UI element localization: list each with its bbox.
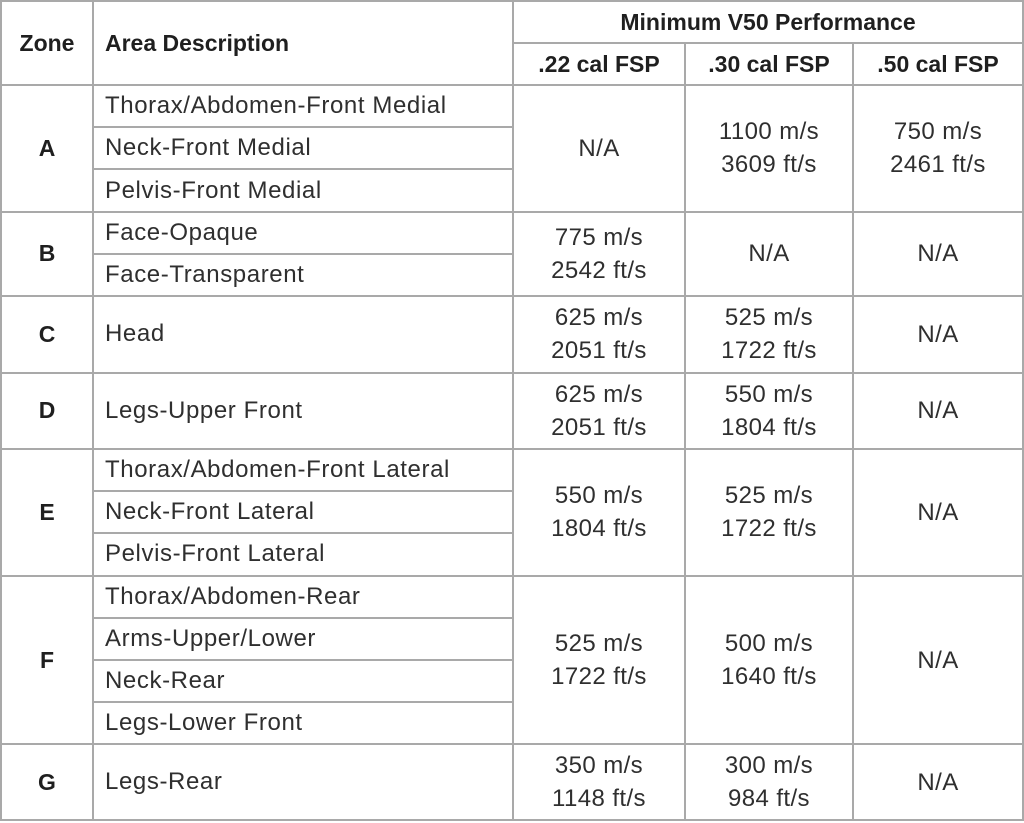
header-22-cal-fsp: .22 cal FSP — [513, 43, 685, 85]
area-description: Face-Opaque — [93, 212, 513, 254]
velocity-value: 525 m/s — [554, 630, 644, 657]
area-description: Pelvis-Front Medial — [93, 169, 513, 211]
zone-label: D — [1, 373, 93, 449]
cal50-value-cell — [853, 373, 1023, 449]
velocity-value: 350 m/s — [554, 752, 644, 780]
cal50-value-cell — [853, 744, 1023, 820]
cal50-value-cell — [853, 449, 1023, 576]
header-minimum-v50-performance: Minimum V50 Performance — [513, 1, 1023, 43]
zone-label: B — [1, 212, 93, 296]
header-area-description: Area Description — [93, 1, 513, 85]
zone-label: C — [1, 296, 93, 372]
area-description: Thorax/Abdomen-Front Medial — [93, 85, 513, 127]
cal22-value-cell — [513, 744, 685, 820]
zone-label: F — [1, 576, 93, 745]
zone-label: A — [1, 85, 93, 212]
cal22-value-cell — [513, 576, 685, 745]
cal30-value-cell — [685, 576, 853, 745]
area-description: Head — [93, 296, 513, 372]
cal22-value-cell — [513, 296, 685, 372]
velocity-value: 550 m/s — [724, 380, 814, 408]
velocity-value: 550 m/s — [554, 482, 644, 510]
velocity-value: N/A — [917, 646, 959, 674]
velocity-value: 984 ft/s — [728, 785, 810, 813]
table-row — [1, 212, 1023, 254]
velocity-value: 500 m/s — [724, 630, 814, 657]
cal50-value-cell — [853, 296, 1023, 372]
area-description: Legs-Upper Front — [93, 373, 513, 449]
velocity-value: 525 m/s — [724, 482, 814, 510]
zone-label: G — [1, 744, 93, 820]
velocity-value: 1100 m/s — [718, 118, 820, 146]
velocity-value: 1722 ft/s — [721, 515, 817, 543]
velocity-value: N/A — [917, 768, 959, 796]
cal22-value-cell — [513, 85, 685, 212]
velocity-value: 2051 ft/s — [551, 337, 647, 365]
velocity-value: 2542 ft/s — [551, 256, 647, 284]
velocity-value: N/A — [917, 240, 959, 268]
velocity-value: N/A — [917, 397, 959, 425]
velocity-value: 1640 ft/s — [721, 663, 817, 690]
cal30-value-cell — [685, 449, 853, 576]
header-50-cal-fsp: .50 cal FSP — [853, 43, 1023, 85]
velocity-value: 1148 ft/s — [552, 785, 646, 813]
velocity-value: N/A — [578, 134, 620, 162]
table-row — [1, 85, 1023, 127]
velocity-value: 525 m/s — [724, 304, 814, 332]
velocity-value: 625 m/s — [554, 304, 644, 332]
cal50-value-cell — [853, 85, 1023, 212]
cal22-value-cell — [513, 212, 685, 296]
cal30-value-cell — [685, 85, 853, 212]
velocity-value: N/A — [748, 240, 790, 268]
cal50-value-cell — [853, 576, 1023, 745]
cal30-value-cell — [685, 373, 853, 449]
area-description: Thorax/Abdomen-Rear — [93, 576, 513, 618]
cal30-value-cell — [685, 744, 853, 820]
area-description: Face-Transparent — [93, 254, 513, 296]
velocity-value: 750 m/s — [893, 118, 983, 146]
velocity-value: 775 m/s — [554, 223, 644, 251]
cal22-value-cell — [513, 449, 685, 576]
velocity-value: 1722 ft/s — [721, 337, 817, 365]
velocity-value: 3609 ft/s — [721, 151, 817, 179]
velocity-value: 2461 ft/s — [890, 151, 986, 179]
cal30-value-cell — [685, 212, 853, 296]
header-30-cal-fsp: .30 cal FSP — [685, 43, 853, 85]
table-row — [1, 576, 1023, 618]
area-description: Neck-Front Medial — [93, 127, 513, 169]
area-description: Legs-Rear — [93, 744, 513, 820]
table-row — [1, 373, 1023, 449]
header-zone: Zone — [1, 1, 93, 85]
cal50-value-cell — [853, 212, 1023, 296]
velocity-value: 300 m/s — [724, 752, 814, 780]
velocity-value: 1722 ft/s — [551, 663, 647, 690]
table-row — [1, 296, 1023, 372]
velocity-value: 1804 ft/s — [551, 515, 647, 543]
area-description: Neck-Rear — [93, 660, 513, 702]
velocity-value: N/A — [917, 498, 959, 526]
velocity-value: 1804 ft/s — [721, 413, 817, 441]
area-description: Arms-Upper/Lower — [93, 618, 513, 660]
velocity-value: 625 m/s — [554, 380, 644, 408]
velocity-value: N/A — [917, 320, 959, 348]
table-row — [1, 449, 1023, 491]
area-description: Legs-Lower Front — [93, 702, 513, 744]
zone-label: E — [1, 449, 93, 576]
table-row — [1, 744, 1023, 820]
area-description: Pelvis-Front Lateral — [93, 533, 513, 575]
cal30-value-cell — [685, 296, 853, 372]
area-description: Neck-Front Lateral — [93, 491, 513, 533]
cal22-value-cell — [513, 373, 685, 449]
velocity-value: 2051 ft/s — [551, 413, 647, 441]
table-body — [1, 85, 1023, 820]
area-description: Thorax/Abdomen-Front Lateral — [93, 449, 513, 491]
